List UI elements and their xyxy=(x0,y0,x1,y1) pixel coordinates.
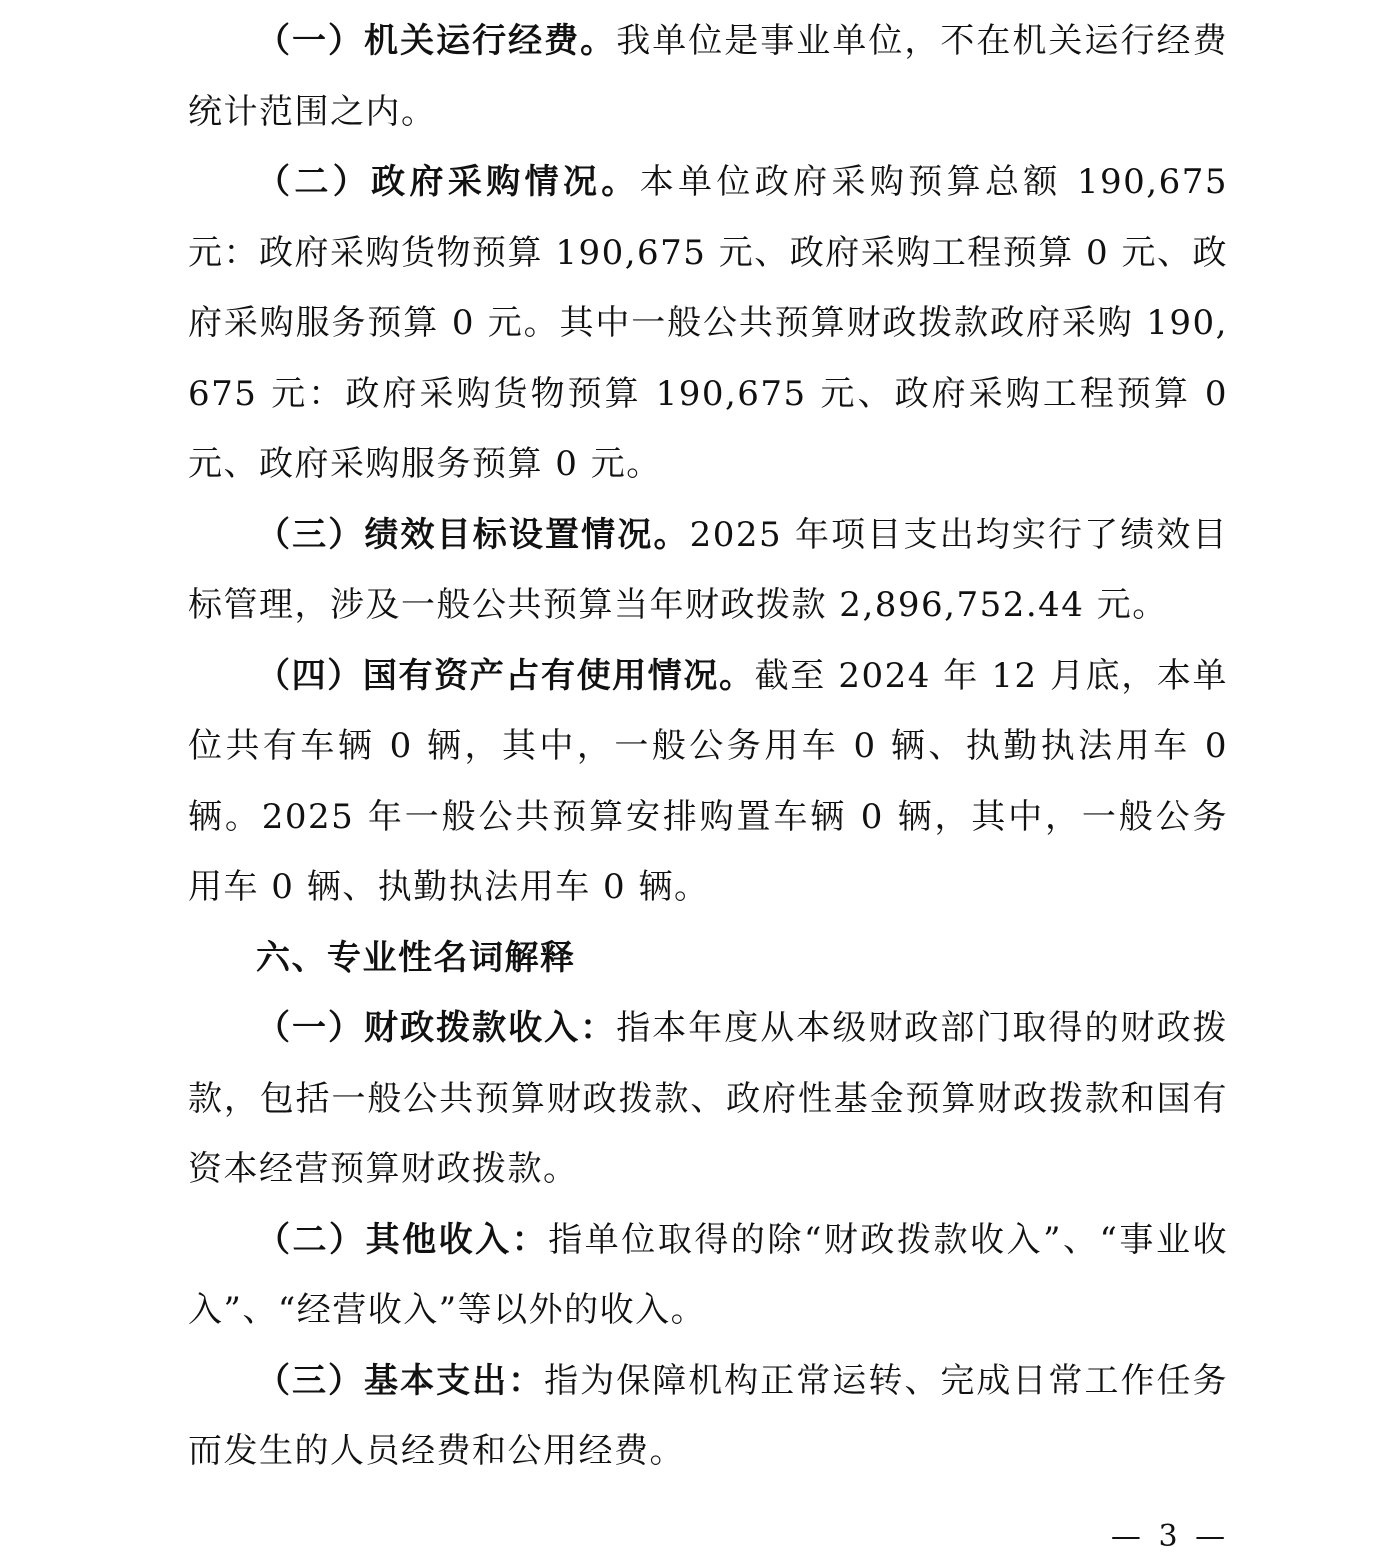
paragraph-government-procurement xyxy=(188,147,1228,500)
paragraph-admin-operating-costs xyxy=(188,6,1228,147)
definition-text: 指单位取得的除“财政拨款收入”、“事业收入”、“经营收入”等以外的收入。 xyxy=(188,1219,1228,1330)
definition-term: （二）其他收入： xyxy=(256,1219,549,1260)
definition-text: 指本年度从本级财政部门取得的财政拨款，包括一般公共预算财政拨款、政府性基金预算财政拨款和国有资本经营预算财政拨款。 xyxy=(188,1008,1229,1189)
definition-text: 指为保障机构正常运转、完成日常工作任务而发生的人员经费和公用经费。 xyxy=(188,1360,1229,1471)
definition-other-income xyxy=(188,1205,1228,1346)
definition-term: （三）基本支出： xyxy=(256,1360,545,1401)
document-body xyxy=(188,6,1228,1487)
paragraph-text: 2025 年项目支出均实行了绩效目标管理，涉及一般公共预算当年财政拨款 2,896,752.44 元。 xyxy=(188,514,1228,625)
paragraph-lead: （三）绩效目标设置情况。 xyxy=(256,514,690,555)
paragraph-text: 本单位政府采购预算总额 190,675 元：政府采购货物预算 190,675 元、政府采购工程预算 0 元、政府采购服务预算 0 元。其中一般公共预算财政拨款政府采购 190,675 元：政府采购货物预算 190,675 元、政府采购工程预算 0 元、政府采购服务预算 0 元。 xyxy=(188,162,1229,484)
paragraph-lead: （四）国有资产占有使用情况。 xyxy=(256,655,755,696)
paragraph-state-assets xyxy=(188,641,1228,923)
definition-basic-expenditure xyxy=(188,1346,1228,1487)
definition-term: （一）财政拨款收入： xyxy=(256,1008,617,1048)
paragraph-performance-targets xyxy=(188,500,1228,641)
paragraph-text: 截至 2024 年 12 月底，本单位共有车辆 0 辆，其中，一般公务用车 0 辆、执勤执法用车 0 辆。2025 年一般公共预算安排购置车辆 0 辆，其中，一般公务用车 0 辆、执勤执法用车 0 辆。 xyxy=(188,655,1228,907)
paragraph-lead: （二）政府采购情况。 xyxy=(256,162,640,202)
section-heading-terminology: 六、专业性名词解释 xyxy=(256,937,576,978)
paragraph-text: 我单位是事业单位，不在机关运行经费统计范围之内。 xyxy=(188,21,1229,132)
page-number: — 3 — xyxy=(1110,1519,1230,1554)
definition-fiscal-appropriation-income xyxy=(188,993,1228,1205)
paragraph-lead: （一）机关运行经费。 xyxy=(256,21,617,61)
